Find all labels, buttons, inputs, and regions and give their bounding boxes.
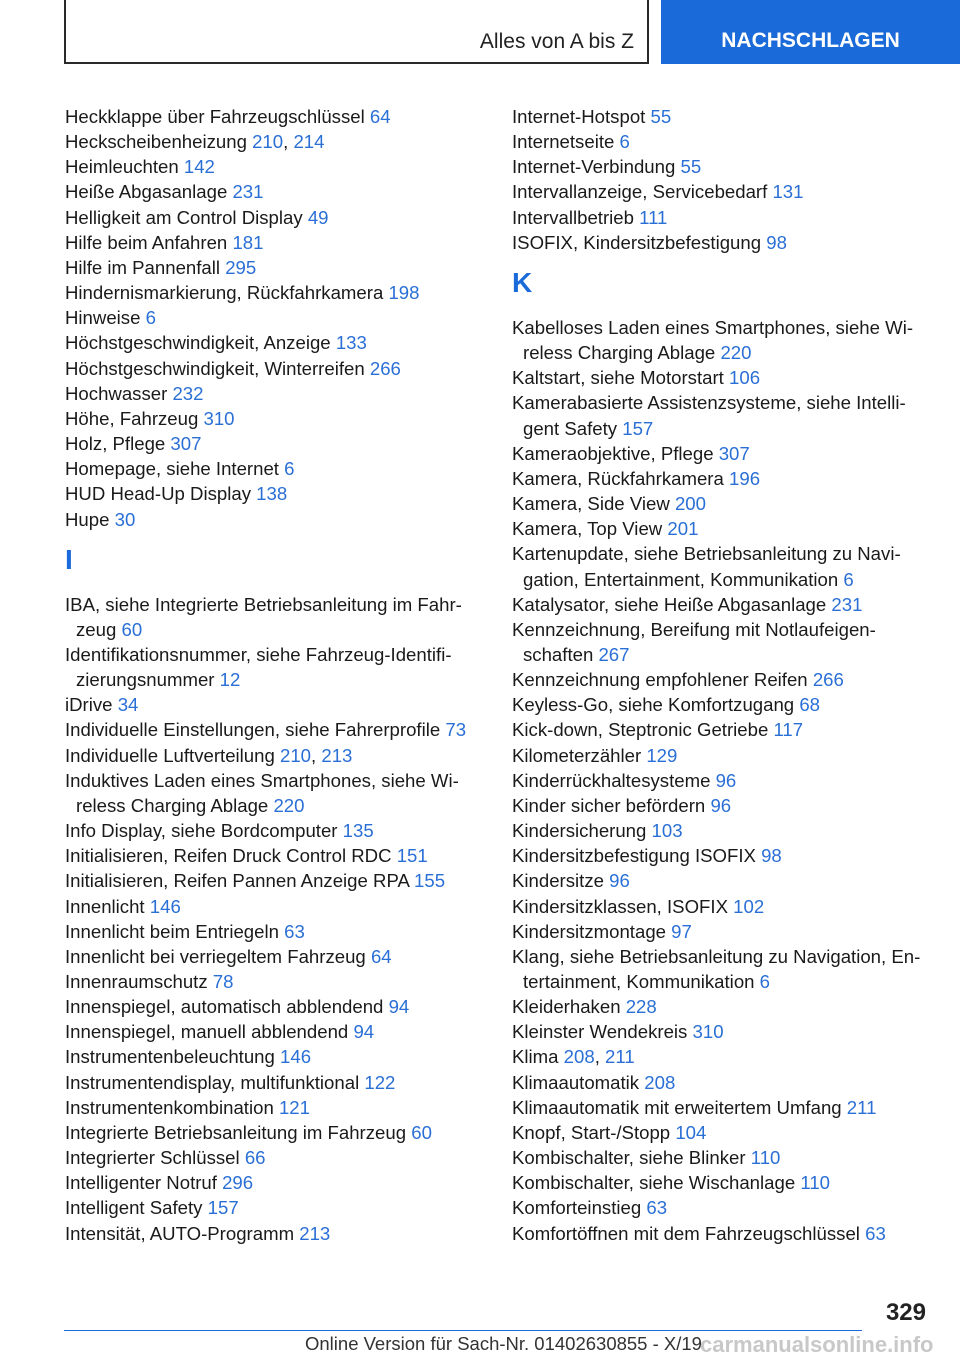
page-link[interactable]: 232 bbox=[172, 382, 204, 404]
index-entry-term: Klimaautomatik bbox=[512, 1071, 645, 1093]
index-entry-term: Innenspiegel, automatisch abblendend bbox=[65, 996, 389, 1018]
index-entry-term: ISOFIX, Kindersitzbefestigung bbox=[512, 231, 767, 253]
index-entry bbox=[65, 255, 485, 280]
index-entry-term: Kombischalter, siehe Wischanlage bbox=[512, 1172, 801, 1194]
page-link[interactable]: 220 bbox=[273, 794, 305, 816]
page-link[interactable]: 121 bbox=[278, 1096, 310, 1118]
index-entry: Klima 208, 211 bbox=[512, 1046, 635, 1068]
page-link[interactable]: 6 bbox=[145, 307, 156, 329]
page-link[interactable]: 104 bbox=[675, 1121, 707, 1143]
header-section-title: Alles von A bis Z bbox=[479, 30, 634, 53]
index-entry-term: Katalysator, siehe Heiße Abgasanlage bbox=[512, 593, 832, 615]
index-entry-term: Kamera, Side View bbox=[512, 493, 675, 515]
index-entry bbox=[65, 717, 485, 742]
index-letter-heading: K bbox=[512, 266, 533, 298]
index-entry-term: Klima bbox=[512, 1046, 564, 1068]
page-link[interactable]: 213 bbox=[299, 1222, 331, 1244]
index-entry-term: IBA, siehe Integrierte Betriebsanleitung im Fahrzeug bbox=[65, 593, 462, 640]
index-entry bbox=[512, 1019, 932, 1044]
page-link[interactable]: 135 bbox=[342, 820, 374, 842]
index-entry bbox=[512, 743, 932, 768]
page-number: 329 bbox=[885, 1299, 926, 1326]
page-link[interactable]: 181 bbox=[232, 231, 264, 253]
page-link[interactable]: 210 bbox=[252, 131, 284, 153]
index-entry bbox=[65, 356, 485, 381]
page-link[interactable]: 220 bbox=[720, 342, 752, 364]
page-link[interactable]: 214 bbox=[293, 131, 325, 153]
index-entry bbox=[512, 129, 932, 154]
page-link[interactable]: 6 bbox=[843, 568, 854, 590]
index-entry bbox=[65, 894, 485, 919]
page-link[interactable]: 228 bbox=[625, 996, 657, 1018]
index-entry-term: Kindersitzmontage bbox=[512, 920, 672, 942]
page-link[interactable]: 111 bbox=[639, 206, 668, 228]
page-link[interactable]: 110 bbox=[800, 1172, 831, 1194]
index-entry bbox=[512, 1095, 932, 1120]
footer-online-version: Online Version für Sach-Nr. 01402630855 - X/19 bbox=[305, 1333, 702, 1354]
index-entry-term: Intensität, AUTO-Programm bbox=[65, 1222, 300, 1244]
index-entry bbox=[512, 1070, 932, 1095]
index-entry-term: Intervallanzeige, Servicebedarf bbox=[512, 181, 773, 203]
index-entry bbox=[512, 466, 932, 491]
index-entry-term: Kleinster Wendekreis bbox=[512, 1021, 693, 1043]
page-link[interactable]: 6 bbox=[759, 971, 771, 992]
index-entry-term: Kennzeichnung empfohlener Reifen bbox=[512, 669, 813, 691]
page-link[interactable]: 55 bbox=[680, 156, 702, 178]
index-entry-term: Intelligent Safety bbox=[65, 1197, 208, 1219]
page-link[interactable]: 295 bbox=[225, 256, 257, 278]
index-entry bbox=[512, 179, 932, 204]
index-entry bbox=[512, 154, 932, 179]
index-entry bbox=[65, 1221, 485, 1246]
index-entry bbox=[65, 230, 485, 255]
index-entry bbox=[65, 919, 485, 944]
index-entry bbox=[512, 919, 932, 944]
index-entry-term: Hilfe im Pannenfall bbox=[65, 256, 226, 278]
index-entry-term: Hupe bbox=[65, 508, 115, 530]
index-entry bbox=[65, 456, 485, 481]
page-link[interactable]: 200 bbox=[674, 493, 706, 515]
index-entry bbox=[65, 768, 485, 818]
index-entry bbox=[65, 507, 485, 532]
page-link[interactable]: 110 bbox=[750, 1147, 781, 1169]
index-entry-term: Kilometerzähler bbox=[512, 744, 647, 766]
index-entry bbox=[65, 205, 485, 230]
index-entry bbox=[65, 1070, 485, 1095]
index-entry bbox=[512, 516, 932, 541]
index-entry-term: Hinweise bbox=[65, 307, 146, 329]
index-entry bbox=[512, 315, 932, 365]
index-entry-term: Knopf, Start-/Stopp bbox=[512, 1121, 676, 1143]
page-link[interactable]: 138 bbox=[256, 483, 288, 505]
index-entry bbox=[65, 1145, 485, 1170]
index-column-left bbox=[65, 104, 485, 1246]
index-entry-term: Innenspiegel, manuell abblendend bbox=[65, 1021, 354, 1043]
index-entry bbox=[65, 305, 485, 330]
index-entry bbox=[512, 491, 932, 516]
index-entry-term: Hochwasser bbox=[65, 382, 173, 404]
index-entry bbox=[512, 365, 932, 390]
index-entry bbox=[65, 1195, 485, 1220]
page-link[interactable]: 296 bbox=[222, 1172, 254, 1194]
index-entry bbox=[65, 1120, 485, 1145]
index-entry bbox=[65, 843, 485, 868]
page-link[interactable]: 231 bbox=[831, 593, 863, 615]
index-entry bbox=[65, 280, 485, 305]
index-entry bbox=[512, 441, 932, 466]
index-entry bbox=[512, 230, 932, 255]
index-entry bbox=[65, 944, 485, 969]
page-link[interactable]: 131 bbox=[772, 181, 804, 203]
index-entry bbox=[512, 1170, 932, 1195]
page-link[interactable]: 196 bbox=[729, 467, 761, 489]
index-entry-term: Innenlicht beim Entriegeln bbox=[65, 920, 285, 942]
page-link[interactable]: 210 bbox=[280, 744, 312, 766]
index-entry-term: Innenraumschutz bbox=[65, 971, 213, 992]
index-entry bbox=[65, 1019, 485, 1044]
page-link[interactable]: 12 bbox=[219, 669, 241, 691]
index-entry-term: Info Display, siehe Bordcomputer bbox=[65, 820, 343, 842]
index-entry bbox=[65, 481, 485, 506]
page-link[interactable]: 267 bbox=[598, 643, 630, 665]
index-entry bbox=[65, 868, 485, 893]
index-entry bbox=[512, 944, 932, 994]
page-link[interactable]: 64 bbox=[370, 945, 392, 967]
page-link[interactable]: 98 bbox=[761, 845, 782, 867]
page-link[interactable]: 157 bbox=[207, 1197, 239, 1219]
page-link[interactable]: 6 bbox=[619, 131, 630, 153]
page-link[interactable]: 94 bbox=[388, 996, 410, 1018]
page-link[interactable]: 211 bbox=[605, 1046, 635, 1068]
index-entry bbox=[512, 592, 932, 617]
page-link[interactable]: 122 bbox=[364, 1071, 396, 1093]
index-entry bbox=[512, 541, 932, 591]
index-entry bbox=[512, 617, 932, 667]
page-link[interactable]: 30 bbox=[114, 508, 136, 530]
index-entry-term: Hilfe beim Anfahren bbox=[65, 231, 233, 253]
index-entry bbox=[65, 104, 485, 129]
index-entry bbox=[65, 330, 485, 355]
page-link[interactable]: 208 bbox=[563, 1046, 595, 1068]
index-entry bbox=[65, 179, 485, 204]
page-link[interactable]: 208 bbox=[644, 1071, 676, 1093]
index-entry-term: Intervallbetrieb bbox=[512, 206, 640, 228]
index-entry-term: Kindersicherung bbox=[512, 820, 652, 842]
index-entry-term: Klimaautomatik mit erweitertem Umfang bbox=[512, 1096, 847, 1118]
index-entry-term: Innenlicht bei verriegeltem Fahrzeug bbox=[65, 945, 371, 967]
index-entry-term: Individuelle Einstellungen, siehe Fahrerprofile bbox=[65, 719, 446, 741]
page-link[interactable]: 307 bbox=[718, 442, 750, 464]
index-entry bbox=[512, 667, 932, 692]
index-entry-term: Kabelloses Laden eines Smartphones, siehe Wireless Charging Ablage bbox=[512, 316, 914, 364]
header-tab-nachschlagen[interactable]: NACHSCHLAGEN bbox=[661, 0, 960, 64]
index-entry-term: Initialisieren, Reifen Druck Control RDC bbox=[65, 845, 397, 867]
index-entry-term: Initialisieren, Reifen Pannen Anzeige RPA bbox=[65, 870, 415, 892]
index-entry-term: Höchstgeschwindigkeit, Winterreifen bbox=[65, 357, 370, 379]
index-entry-term: iDrive bbox=[65, 694, 118, 716]
page-link[interactable]: 151 bbox=[396, 845, 428, 867]
page-link[interactable]: 98 bbox=[766, 231, 787, 253]
index-entry-term: Kindersitzklassen, ISOFIX bbox=[512, 895, 734, 917]
index-entry-term: Komforteinstieg bbox=[512, 1197, 647, 1219]
index-entry-term: Komfortöffnen mit dem Fahrzeugschlüssel bbox=[512, 1222, 866, 1244]
index-entry bbox=[65, 1170, 485, 1195]
page-link[interactable]: 102 bbox=[733, 895, 765, 917]
page-link[interactable]: 266 bbox=[369, 357, 401, 379]
index-entry-term: Keyless-Go, siehe Komfortzugang bbox=[512, 694, 800, 716]
index-entry-term: Kamerabasierte Assistenzsysteme, siehe Intelligent Safety bbox=[512, 392, 906, 439]
index-entry bbox=[512, 104, 932, 129]
page-link[interactable]: 146 bbox=[280, 1046, 312, 1068]
page-link[interactable]: 155 bbox=[414, 870, 446, 892]
index-entry-term: Individuelle Luftverteilung bbox=[65, 744, 280, 766]
index-entry-term: Instrumentenbeleuchtung bbox=[65, 1046, 281, 1068]
index-entry bbox=[512, 868, 932, 893]
index-entry bbox=[512, 793, 932, 818]
index-entry bbox=[65, 818, 485, 843]
page-link[interactable]: 307 bbox=[170, 433, 202, 455]
index-entry-term: Kinder sicher befördern bbox=[512, 794, 711, 816]
index-entry bbox=[512, 1195, 932, 1220]
index-entry bbox=[65, 406, 485, 431]
page-link[interactable]: 96 bbox=[710, 794, 732, 816]
index-entry-term: Heimleuchten bbox=[65, 156, 184, 178]
index-entry bbox=[65, 1095, 485, 1120]
index-entry bbox=[65, 381, 485, 406]
page-link[interactable]: 157 bbox=[622, 417, 654, 439]
page-link[interactable]: 66 bbox=[244, 1147, 266, 1169]
index-entry-term: Hindernismarkierung, Rückfahrkamera bbox=[65, 282, 389, 304]
footer-divider bbox=[64, 1330, 862, 1331]
index-entry-term: HUD Head-Up Display bbox=[65, 483, 257, 505]
index-entry bbox=[512, 768, 932, 793]
page-link[interactable]: 117 bbox=[773, 719, 804, 741]
index-entry bbox=[512, 1221, 932, 1246]
index-entry-term: Intelligenter Notruf bbox=[65, 1172, 223, 1194]
page-link[interactable]: 64 bbox=[369, 106, 391, 127]
page-link[interactable]: 310 bbox=[692, 1021, 724, 1043]
index-entry-term: Kamera, Rückfahrkamera bbox=[512, 467, 730, 489]
index-entry-term: Heckklappe über Fahrzeugschlüssel bbox=[65, 106, 370, 127]
page-link[interactable]: 103 bbox=[651, 820, 683, 842]
index-entry bbox=[65, 154, 485, 179]
index-entry-term: Induktives Laden eines Smartphones, siehe Wireless Charging Ablage bbox=[65, 769, 459, 816]
index-entry bbox=[512, 994, 932, 1019]
index-entry-term: Heckscheibenheizung bbox=[65, 131, 253, 153]
page-link[interactable]: 146 bbox=[149, 895, 181, 917]
page-link[interactable]: 49 bbox=[307, 206, 329, 228]
page-link[interactable]: 106 bbox=[729, 367, 761, 389]
page-link[interactable]: 266 bbox=[812, 669, 844, 691]
index-entry bbox=[512, 717, 932, 742]
index-entry-term: Höchstgeschwindigkeit, Anzeige bbox=[65, 332, 336, 354]
page-link[interactable]: 310 bbox=[203, 407, 235, 429]
index-entry bbox=[512, 692, 932, 717]
watermark: carmanualsonline.info bbox=[700, 1332, 934, 1357]
page-link[interactable]: 60 bbox=[411, 1121, 432, 1143]
page-link[interactable]: 97 bbox=[671, 920, 692, 942]
index-entry-term: Homepage, siehe Internet bbox=[65, 458, 285, 480]
page-link[interactable]: 34 bbox=[117, 694, 139, 716]
page-link[interactable]: 78 bbox=[212, 971, 234, 992]
index-entry bbox=[65, 592, 485, 642]
page-link[interactable]: 129 bbox=[646, 744, 678, 766]
index-entry-term: Innenlicht bbox=[65, 895, 150, 917]
page-link[interactable]: 63 bbox=[865, 1222, 886, 1244]
index-entry-term: Instrumentenkombination bbox=[65, 1096, 279, 1118]
index-column-right bbox=[512, 104, 932, 1246]
index-entry-term: Höhe, Fahrzeug bbox=[65, 407, 204, 429]
page-link[interactable]: 198 bbox=[388, 282, 420, 304]
index-entry bbox=[512, 894, 932, 919]
index-entry bbox=[512, 390, 932, 440]
index-entry bbox=[65, 969, 485, 994]
index-entry-term: Kameraobjektive, Pflege bbox=[512, 442, 719, 464]
page-link[interactable]: 63 bbox=[284, 920, 305, 942]
index-letter-heading: I bbox=[65, 543, 73, 575]
index-entry bbox=[65, 692, 485, 717]
index-entry-term: Kick-down, Steptronic Getriebe bbox=[512, 719, 774, 741]
index-entry-term: Kamera, Top View bbox=[512, 518, 668, 540]
index-entry-term: Kleiderhaken bbox=[512, 996, 626, 1018]
page-link[interactable]: 68 bbox=[799, 694, 821, 716]
index-entry-term: Internetseite bbox=[512, 131, 620, 153]
page-link[interactable]: 201 bbox=[667, 518, 699, 540]
index-entry-term: Kartenupdate, siehe Betriebsanleitung zu Navigation, Entertainment, Kommunikation bbox=[512, 543, 901, 590]
index-entry-term: Internet-Hotspot bbox=[512, 106, 651, 127]
index-entry-term: Kaltstart, siehe Motorstart bbox=[512, 367, 730, 389]
index-entry-term: Integrierter Schlüssel bbox=[65, 1147, 245, 1169]
page-link[interactable]: 60 bbox=[121, 618, 143, 640]
index-entry-term: Heiße Abgasanlage bbox=[65, 181, 233, 203]
index-entry bbox=[65, 431, 485, 456]
page-link[interactable]: 73 bbox=[445, 719, 467, 741]
index-entry bbox=[65, 1044, 485, 1069]
index-entry bbox=[512, 205, 932, 230]
index-entry bbox=[512, 843, 932, 868]
page-link[interactable]: 142 bbox=[183, 156, 215, 178]
index-entry-term: Kinderrückhaltesysteme bbox=[512, 769, 716, 791]
page-link[interactable]: 63 bbox=[646, 1197, 668, 1219]
index-entry-term: Kombischalter, siehe Blinker bbox=[512, 1147, 751, 1169]
page-link[interactable]: 231 bbox=[232, 181, 264, 203]
index-entry bbox=[512, 1145, 932, 1170]
index-entry-term: Kindersitze bbox=[512, 870, 610, 892]
index-entry-term: Integrierte Betriebsanleitung im Fahrzeug bbox=[65, 1121, 412, 1143]
page-link[interactable]: 96 bbox=[609, 870, 630, 892]
page-link[interactable]: 6 bbox=[284, 458, 295, 480]
page-link[interactable]: 133 bbox=[335, 332, 367, 354]
index-entry-term: Holz, Pflege bbox=[65, 433, 171, 455]
page-link[interactable]: 211 bbox=[846, 1096, 877, 1118]
index-entry: Individuelle Luftverteilung 210, 213 bbox=[65, 744, 353, 766]
index-entry-term: Kindersitzbefestigung ISOFIX bbox=[512, 845, 762, 867]
index-entry: Heckscheibenheizung 210, 214 bbox=[65, 131, 325, 153]
page-link[interactable]: 96 bbox=[715, 769, 737, 791]
index-entry bbox=[65, 994, 485, 1019]
index-entry-term: Internet-Verbindung bbox=[512, 156, 681, 178]
index-entry-term: Kennzeichnung, Bereifung mit Notlaufeigenschaften bbox=[512, 618, 876, 665]
index-entry-term: Instrumentendisplay, multifunktional bbox=[65, 1071, 365, 1093]
page-link[interactable]: 213 bbox=[321, 744, 353, 766]
index-entry-term: Klang, siehe Betriebsanleitung zu Navigation, Entertainment, Kommunikation bbox=[512, 945, 921, 992]
index-entry-term: Helligkeit am Control Display bbox=[65, 206, 308, 228]
index-entry bbox=[512, 818, 932, 843]
page-link[interactable]: 55 bbox=[650, 106, 672, 127]
index-entry bbox=[65, 642, 485, 692]
index-entry bbox=[512, 1120, 932, 1145]
page-link[interactable]: 94 bbox=[353, 1021, 375, 1043]
index-entry-term: Identifikationsnummer, siehe Fahrzeug-Identifizierungsnummer bbox=[65, 643, 452, 691]
